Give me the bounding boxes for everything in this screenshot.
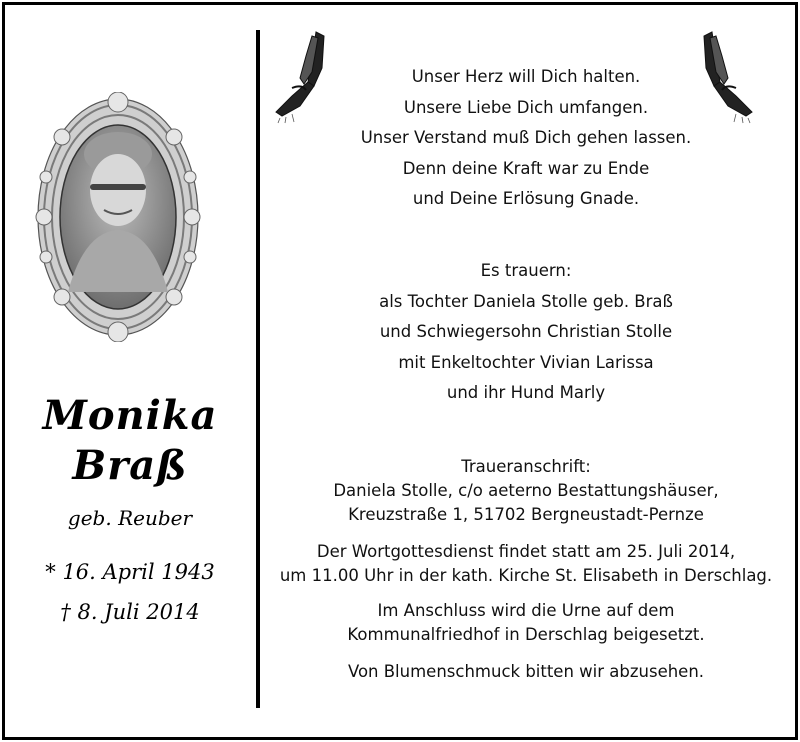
maiden-name: geb. Reuber bbox=[67, 506, 193, 530]
flowers-line: Von Blumenschmuck bitten wir abzusehen. bbox=[347, 662, 705, 681]
address-line: Daniela Stolle, c/o aeterno Bestattungshäuser, bbox=[333, 481, 719, 500]
address-line: Kreuzstraße 1, 51702 Bergneustadt-Pernze bbox=[348, 505, 704, 524]
burial-info bbox=[262, 599, 790, 647]
service-line: um 11.00 Uhr in der kath. Kirche St. Elisabeth in Derschlag. bbox=[279, 566, 773, 585]
poem-line: Unsere Liebe Dich umfangen. bbox=[403, 97, 649, 117]
mourner-line: und ihr Hund Marly bbox=[446, 383, 606, 402]
deceased-first-name: Monika bbox=[42, 392, 218, 439]
poem-line: Unser Herz will Dich halten. bbox=[411, 67, 641, 86]
mourner-line: als Tochter Daniela Stolle geb. Braß bbox=[379, 291, 673, 311]
portrait-photo bbox=[34, 92, 202, 342]
poem-line: Denn deine Kraft war zu Ende bbox=[402, 158, 650, 178]
mourners-list bbox=[262, 256, 790, 409]
mourning-address bbox=[262, 455, 790, 527]
poem bbox=[262, 62, 790, 215]
poem-line: und Deine Erlösung Gnade. bbox=[412, 189, 640, 208]
service-line: Der Wortgottesdienst findet statt am 25. Juli 2014, bbox=[316, 542, 736, 561]
birth-date: * 16. April 1943 bbox=[45, 560, 215, 584]
service-info bbox=[262, 540, 790, 588]
address-heading: Traueranschrift: bbox=[461, 457, 591, 476]
burial-line: Kommunalfriedhof in Derschlag beigesetzt. bbox=[347, 625, 705, 644]
burial-line: Im Anschluss wird die Urne auf dem bbox=[377, 601, 675, 620]
death-date: † 8. Juli 2014 bbox=[60, 600, 200, 624]
mourner-line: und Schwiegersohn Christian Stolle bbox=[379, 322, 673, 341]
column-divider bbox=[256, 30, 260, 708]
mourner-line: mit Enkeltochter Vivian Larissa bbox=[398, 352, 654, 372]
flowers-note bbox=[262, 660, 790, 684]
deceased-last-name: Braß bbox=[72, 442, 188, 489]
mourners-heading: Es trauern: bbox=[480, 261, 572, 280]
poem-line: Unser Verstand muß Dich gehen lassen. bbox=[360, 128, 692, 147]
